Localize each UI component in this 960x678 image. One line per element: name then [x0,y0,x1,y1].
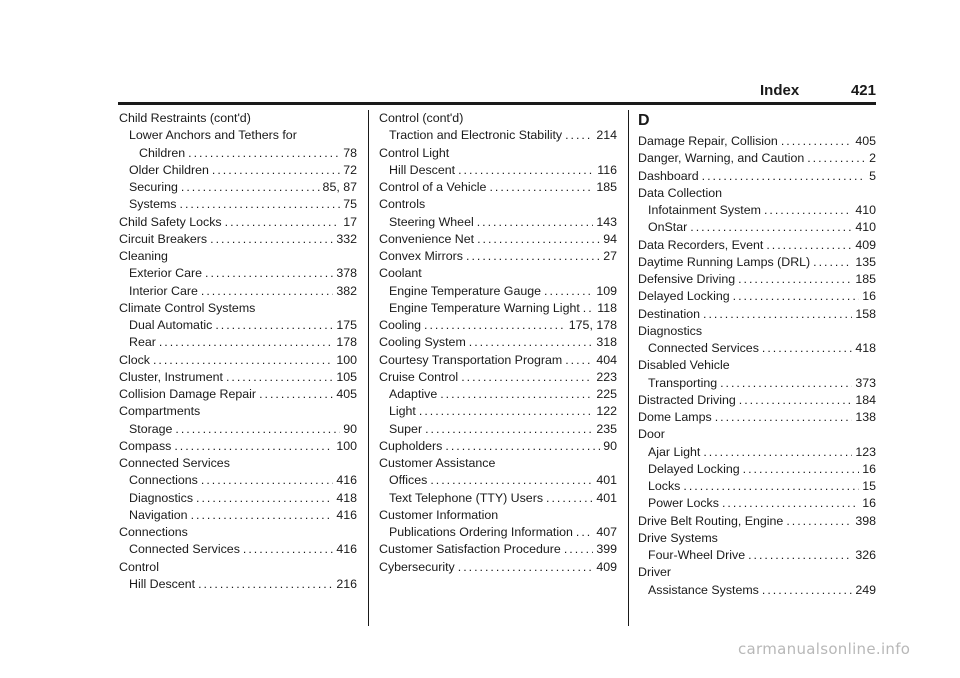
leader-dots [489,179,593,196]
entry-label: Diagnostics [129,490,194,505]
entry-label: Clock [119,352,150,367]
index-column-1 [119,110,357,593]
index-entry [638,150,876,167]
index-entry [119,179,357,196]
leader-dots [212,162,340,179]
index-entry [638,392,876,409]
entry-page: 404 [596,352,617,367]
leader-dots [201,283,333,300]
leader-dots [477,231,600,248]
entry-page: 216 [336,576,357,591]
index-entry [379,455,617,472]
leader-dots [715,409,853,426]
entry-label: Daytime Running Lamps (DRL) [638,254,811,269]
index-entry [379,317,617,334]
entry-label: Connected Services [119,456,230,470]
index-entry [119,386,357,403]
entry-label: Dashboard [638,168,699,183]
index-entry [119,403,357,420]
leader-dots [720,375,852,392]
page-number: 421 [850,82,876,99]
section-letter: D [638,112,650,129]
entry-page: 398 [855,513,876,528]
entry-page: 416 [336,542,357,557]
entry-label: Control of a Vehicle [379,180,487,194]
index-entry [638,340,876,357]
entry-label: Exterior Care [129,266,202,281]
index-entry [638,444,876,461]
entry-label: Disabled Vehicle [638,358,730,373]
entry-label: Controls [379,197,426,212]
index-entry [638,513,876,530]
index-entry [379,369,617,386]
leader-dots [738,271,852,288]
index-entry [119,541,357,558]
column-divider [628,110,629,626]
entry-page: 100 [336,352,357,367]
entry-label: Customer Assistance [379,456,496,470]
entry-page: 2 [869,151,876,166]
entry-label: Child Restraints (cont'd) [119,111,251,125]
entry-label: Hill Descent [389,162,456,177]
entry-label: Systems [129,197,177,212]
leader-dots [683,478,859,495]
index-entry [638,133,876,150]
index-entry [379,559,617,576]
entry-page: 418 [855,341,876,355]
leader-dots [743,461,860,478]
entry-label: Cooling System [379,335,466,350]
entry-page: 138 [855,410,876,424]
entry-page: 326 [855,548,876,562]
entry-label: Compartments [119,404,201,419]
entry-label: Connected Services [648,341,759,355]
index-entry [638,426,876,443]
index-entry [379,421,617,438]
entry-label: Control [119,559,159,574]
leader-dots [702,168,866,185]
entry-page: 5 [869,168,876,183]
index-entry [119,334,357,351]
entry-label: Dome Lamps [638,410,712,424]
entry-label: Cooling [379,318,422,332]
leader-dots [739,392,853,409]
entry-label: Infotainment System [648,203,761,217]
index-entry [379,403,617,420]
entry-label: Ajar Light [648,444,701,459]
index-entry [119,369,357,386]
entry-label: Hill Descent [129,576,196,591]
leader-dots [690,219,852,236]
index-entry [379,490,617,507]
index-entry [379,265,617,282]
entry-page: 249 [855,582,876,597]
entry-label: Convenience Net [379,231,475,246]
leader-dots [781,133,853,150]
entry-label: Customer Satisfaction Procedure [379,542,561,557]
index-entry [638,495,876,512]
index-entry [638,461,876,478]
index-entry [119,162,357,179]
leader-dots [461,369,593,386]
entry-label: Climate Control Systems [119,300,256,315]
entry-label: Cupholders [379,438,443,453]
entry-label: Compass [119,438,172,453]
index-entry [638,323,876,340]
index-entry [638,185,876,202]
entry-label: Connections [119,525,188,539]
index-entry [638,409,876,426]
entry-label: Older Children [129,162,209,177]
index-entry [119,352,357,369]
index-entry [638,202,876,219]
leader-dots [259,386,333,403]
leader-dots [703,306,852,323]
entry-page: 135 [855,254,876,269]
index-entry [119,265,357,282]
entry-page: 318 [596,335,617,350]
entry-label: Engine Temperature Gauge [389,283,542,298]
leader-dots [198,576,333,593]
index-entry [119,524,357,541]
entry-page: 399 [596,542,617,557]
entry-page: 175, 178 [568,318,617,332]
entry-page: 185 [855,272,876,286]
leader-dots [703,444,852,461]
entry-page: 143 [596,214,617,229]
entry-label: Delayed Locking [648,461,740,476]
entry-page: 382 [336,283,357,298]
leader-dots [196,490,333,507]
entry-label: Steering Wheel [389,214,474,229]
leader-dots [425,421,593,438]
entry-label: Collision Damage Repair [119,387,257,401]
entry-label: Text Telephone (TTY) Users [389,490,544,505]
leader-dots [762,340,852,357]
entry-page: 75 [343,197,357,212]
entry-label: Drive Systems [638,530,718,545]
index-entry [379,334,617,351]
entry-label: Navigation [129,507,188,522]
index-entry [119,421,357,438]
leader-dots [544,283,593,300]
leader-dots [159,334,333,351]
index-entry [379,214,617,231]
entry-label: Circuit Breakers [119,231,208,246]
leader-dots [762,582,852,599]
leader-dots [225,214,341,231]
leader-dots [445,438,600,455]
leader-dots [458,559,594,576]
index-entry [379,162,617,179]
leader-dots [440,386,593,403]
index-entry [379,179,617,196]
entry-page: 185 [596,180,617,194]
leader-dots [458,162,594,179]
entry-page: 184 [855,392,876,407]
index-entry [119,196,357,213]
index-entry [379,541,617,558]
index-entry [379,386,617,403]
entry-page: 16 [862,289,876,304]
entry-label: Cleaning [119,249,168,263]
leader-dots [188,145,340,162]
entry-page: 225 [596,387,617,401]
index-entry [638,478,876,495]
index-entry [119,283,357,300]
entry-page: 401 [596,490,617,505]
index-entry [119,248,357,265]
entry-label: Defensive Driving [638,272,736,286]
entry-label: Data Recorders, Event [638,237,764,252]
index-entry [119,576,357,593]
entry-label: Adaptive [389,387,438,401]
index-entry [638,375,876,392]
index-entry [638,254,876,271]
index-entry [638,582,876,599]
entry-label: Child Safety Locks [119,214,222,229]
entry-page: 15 [862,479,876,493]
leader-dots [419,403,593,420]
index-entry [379,231,617,248]
entry-label: Courtesy Transportation Program [379,352,563,367]
entry-label: Engine Temperature Warning Light [389,300,580,315]
column-divider [368,110,369,626]
leader-dots [722,495,859,512]
index-entry [119,317,357,334]
index-entry [119,214,357,231]
index-entry [119,127,357,144]
index-entry [379,283,617,300]
entry-page: 178 [336,335,357,350]
entry-page: 405 [336,387,357,401]
leader-dots [807,150,866,167]
entry-label: Dual Automatic [129,318,213,332]
entry-label: Control Light [379,145,450,160]
entry-page: 418 [336,490,357,505]
entry-label: OnStar [648,220,688,235]
entry-label: Super [389,421,423,436]
entry-page: 378 [336,266,357,281]
entry-page: 85, 87 [322,180,357,194]
entry-label: Destination [638,306,700,321]
leader-dots [546,490,593,507]
index-entry [379,524,617,541]
entry-page: 27 [603,249,617,263]
index-entry [638,219,876,236]
entry-label: Drive Belt Routing, Engine [638,513,784,528]
entry-page: 16 [862,496,876,511]
entry-page: 373 [855,375,876,390]
index-entry [119,300,357,317]
entry-label: Four-Wheel Drive [648,548,746,562]
index-entry [638,168,876,185]
entry-label: Traction and Electronic Stability [389,128,563,143]
entry-label: Cruise Control [379,369,459,384]
entry-label: Coolant [379,266,422,281]
leader-dots [205,265,333,282]
entry-page: 405 [855,134,876,148]
entry-label: Distracted Driving [638,392,736,407]
entry-page: 410 [855,220,876,235]
entry-label: Cybersecurity [379,559,455,574]
entry-label: Connections [129,473,198,488]
leader-dots [565,127,593,144]
entry-label: Door [638,427,665,442]
index-entry [379,507,617,524]
leader-dots [174,438,333,455]
leader-dots [764,202,852,219]
index-entry [638,288,876,305]
index-entry [379,110,617,127]
entry-page: 416 [336,473,357,488]
entry-page: 100 [336,438,357,453]
entry-label: Publications Ordering Information [389,525,573,539]
entry-page: 105 [336,369,357,384]
entry-page: 407 [596,525,617,539]
leader-dots [153,352,333,369]
index-entry [379,438,617,455]
index-entry [379,145,617,162]
entry-label: Connected Services [129,542,240,557]
entry-page: 401 [596,473,617,488]
entry-label: Light [389,404,416,419]
entry-label: Cluster, Instrument [119,369,223,384]
entry-label: Power Locks [648,496,719,511]
entry-page: 409 [855,237,876,252]
index-entry [638,237,876,254]
entry-page: 118 [597,300,617,315]
leader-dots [565,352,593,369]
leader-dots [477,214,594,231]
leader-dots [748,547,852,564]
leader-dots [466,248,600,265]
leader-dots [243,541,333,558]
index-entry [379,248,617,265]
leader-dots [191,507,334,524]
index-entry [638,357,876,374]
leader-dots [201,472,333,489]
entry-label: Damage Repair, Collision [638,134,778,148]
index-entry [379,352,617,369]
index-entry [119,507,357,524]
entry-page: 122 [596,404,617,419]
entry-label: Locks [648,479,681,493]
entry-page: 109 [596,283,617,298]
entry-label: Assistance Systems [648,582,759,597]
leader-dots [583,300,594,317]
index-entry [638,306,876,323]
entry-page: 123 [855,444,876,459]
entry-page: 78 [343,145,357,160]
index-entry [379,127,617,144]
entry-page: 409 [596,559,617,574]
section-title: Index [760,82,800,99]
entry-page: 158 [855,306,876,321]
leader-dots [210,231,333,248]
index-entry [379,472,617,489]
entry-page: 116 [597,162,617,177]
entry-page: 16 [862,461,876,476]
entry-page: 332 [336,231,357,246]
entry-page: 94 [603,231,617,246]
entry-page: 235 [596,421,617,436]
watermark: carmanualsonline.info [738,640,911,658]
entry-label: Delayed Locking [638,289,730,304]
leader-dots [180,196,341,213]
entry-label: Transporting [648,375,718,390]
entry-label: Driver [638,565,672,580]
index-entry [119,472,357,489]
entry-page: 214 [596,128,617,143]
page-header [760,82,876,99]
leader-dots [733,288,860,305]
entry-label: Children [139,145,186,160]
leader-dots [576,524,593,541]
leader-dots [226,369,333,386]
leader-dots [430,472,593,489]
entry-label: Control (cont'd) [379,111,464,125]
entry-page: 175 [336,318,357,332]
entry-page: 416 [336,507,357,522]
index-entry [638,547,876,564]
entry-page: 17 [343,214,357,229]
entry-page: 410 [855,203,876,217]
entry-label: Customer Information [379,507,499,522]
entry-label: Convex Mirrors [379,249,463,263]
entry-page: 223 [596,369,617,384]
entry-label: Danger, Warning, and Caution [638,151,805,166]
index-entry [119,438,357,455]
entry-page: 90 [603,438,617,453]
index-entry [119,145,357,162]
entry-label: Interior Care [129,283,198,298]
leader-dots [786,513,852,530]
index-column-2 [379,110,617,576]
entry-label: Storage [129,421,173,436]
leader-dots [564,541,594,558]
index-entry [119,490,357,507]
leader-dots [469,334,594,351]
entry-label: Data Collection [638,185,723,200]
leader-dots [424,317,566,334]
leader-dots [766,237,852,254]
entry-label: Rear [129,335,156,350]
index-entry [638,530,876,547]
index-entry [638,564,876,581]
leader-dots [175,421,340,438]
entry-label: Offices [389,473,428,488]
index-entry [379,196,617,213]
index-entry [119,231,357,248]
entry-page: 72 [343,162,357,177]
leader-dots [215,317,333,334]
leader-dots [813,254,852,271]
index-column-3 [638,110,876,599]
entry-label: Securing [129,180,178,194]
header-rule [118,102,876,105]
index-entry [638,271,876,288]
index-entry [119,455,357,472]
leader-dots [181,179,320,196]
index-entry [379,300,617,317]
index-entry [119,559,357,576]
entry-label: Diagnostics [638,323,703,338]
entry-label: Lower Anchors and Tethers for [129,128,297,143]
index-entry [119,110,357,127]
entry-page: 90 [343,421,357,436]
